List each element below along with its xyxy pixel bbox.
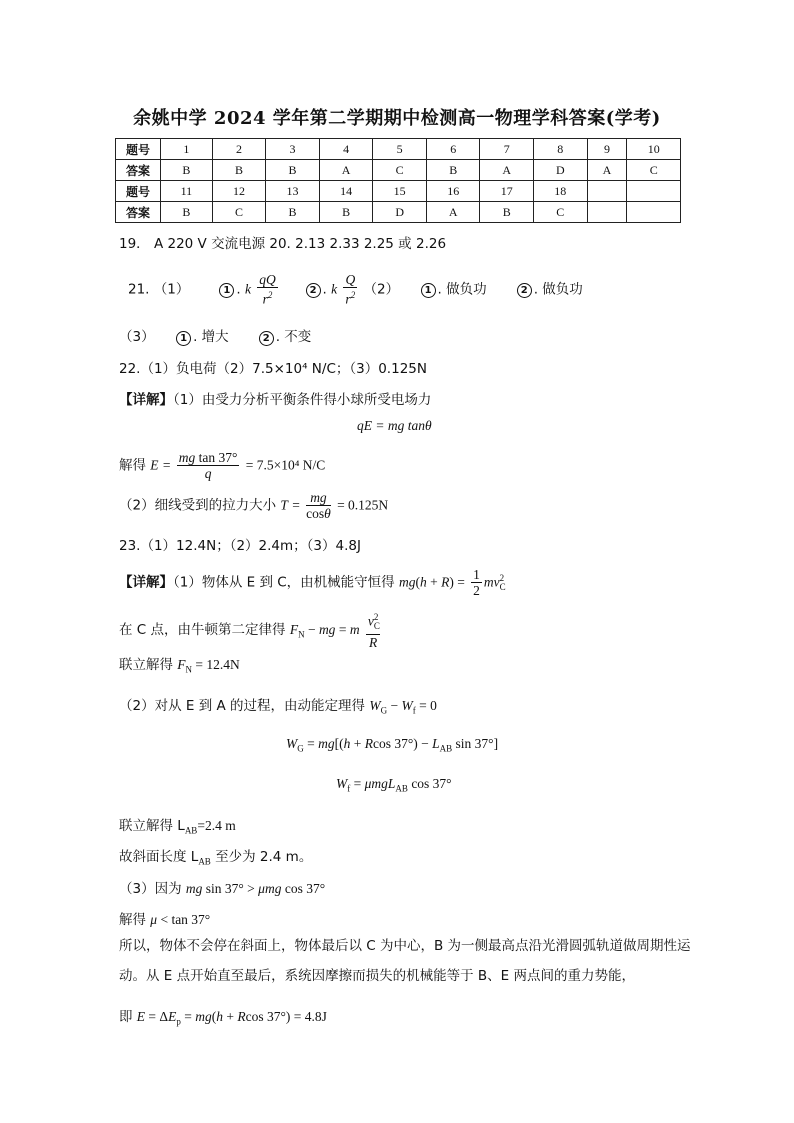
table-cell: B — [480, 202, 534, 223]
q23-final-label: 即 — [119, 1009, 133, 1025]
table-cell: C — [534, 202, 588, 223]
circle-1-icon: 1 — [176, 331, 191, 346]
table-cell: 5 — [373, 139, 427, 160]
q22-detail-text: （1）由受力分析平衡条件得小球所受电场力 — [173, 392, 432, 408]
table-cell: A — [480, 160, 534, 181]
q21-part2: （2） — [363, 281, 400, 298]
q23-d6b: 至少为 2.4 m。 — [215, 849, 313, 865]
q21-part3-label: （3） — [119, 329, 155, 345]
q19-answer: 19． A 220 V 交流电源 20. 2.13 2.33 2.25 或 2.26 — [119, 236, 447, 252]
q23-detail2: 在 C 点，由牛顿第二定律得 $F_N$ − mg = m $\frac{v_C^2}{R}$ — [119, 612, 380, 651]
table-cell: B — [319, 202, 373, 223]
q22-eq1: qE = mg tanθ — [357, 418, 432, 433]
q23-detail7: （3）因为 mg sin 37° > μmg cos 37° — [119, 881, 326, 897]
q23-d5b: =2.4 m — [197, 818, 236, 833]
table-cell: 15 — [373, 181, 427, 202]
answer-table — [115, 138, 681, 223]
circle-2-icon: 2 — [517, 283, 532, 298]
table-cell: 10 — [627, 139, 681, 160]
table-cell: A — [319, 160, 373, 181]
q23-detail6: 故斜面长度 $L_{AB}$ 至少为 2.4 m。 — [119, 849, 313, 867]
q21-frac1: $\frac{qQ}{r^2}$ — [259, 272, 276, 307]
table-cell: B — [212, 160, 266, 181]
circle-1-icon: 1 — [219, 283, 234, 298]
q21-frac2: $\frac{Q}{r^2}$ — [345, 272, 356, 307]
q23-eq-WG: $W_G = mg[(h + Rcos$ $37^\circ) - L_{AB}$ sin 37°] — [286, 736, 499, 754]
table-cell: 7 — [480, 139, 534, 160]
table-row — [116, 139, 681, 160]
circle-2-icon: 2 — [259, 331, 274, 346]
table-cell: 4 — [319, 139, 373, 160]
table-row-header: 题号 — [116, 139, 161, 160]
q23-detail5: 联立解得 $L_{AB}=2.4$ m — [119, 818, 236, 836]
table-cell — [587, 181, 627, 202]
table-cell: A — [426, 202, 480, 223]
table-cell — [587, 202, 627, 223]
table-row-header: 题号 — [116, 181, 161, 202]
q23-detail4: （2）对从 E 到 A 的过程，由动能定理得 $W_G - W_f = 0$ — [119, 698, 437, 716]
q22-line2: （2）细线受到的拉力大小 — [119, 497, 277, 514]
q23-summary: 23.（1）12.4N；（2）2.4m；（3）4.8J — [119, 538, 361, 554]
q22-summary: 22.（1）负电荷（2）7.5×10⁴ N/C；（3）0.125N — [119, 361, 427, 377]
solve-label: 解得 — [119, 457, 146, 474]
table-cell: 12 — [212, 181, 266, 202]
q23-d5: 联立解得 L — [119, 818, 185, 834]
table-cell: 17 — [480, 181, 534, 202]
table-row-header: 答案 — [116, 160, 161, 181]
table-row — [116, 202, 681, 223]
q23-d6: 故斜面长度 L — [119, 849, 199, 865]
q22-eq2: 解得 E = $\frac{\text{mg tan 37°}}{q}$ = 7.5×10⁴ N/C — [119, 450, 326, 481]
circle-2-icon: 2 — [306, 283, 321, 298]
page-title: 余姚中学 2024 学年第二学期期中检测高一物理学科答案(学考) — [133, 108, 661, 129]
table-cell: A — [587, 160, 627, 181]
table-cell: 8 — [534, 139, 588, 160]
detail-tag: 【详解】 — [119, 574, 173, 591]
q23-paragraph: 所以，物体不会停在斜面上，物体最后以 C 为中心，B 为一侧最高点沿光滑圆弧轨道做周期性运动。从 E 点开始直至最后，系统因摩擦而损失的机械能等于 B、E 两点间的重力势能， — [119, 938, 691, 984]
q22-frac-T: $\frac{mg}{\cos\theta}$ — [306, 490, 331, 521]
table-cell: B — [266, 160, 320, 181]
q23-d8: 解得 — [119, 912, 146, 928]
q22-eq2-rhs: = 7.5×10⁴ N/C — [245, 457, 326, 473]
table-cell — [627, 181, 681, 202]
table-cell: 1 — [161, 139, 213, 160]
table-cell: 11 — [161, 181, 213, 202]
q22-eq3-rhs: = 0.125N — [337, 497, 389, 513]
table-cell: B — [426, 160, 480, 181]
table-cell: 18 — [534, 181, 588, 202]
q23-frac-half: $\frac{1}{2}$ — [473, 567, 480, 598]
table-cell: B — [161, 160, 213, 181]
q23-d1: （1）物体从 E 到 C，由机械能守恒得 — [173, 574, 395, 591]
table-cell: 3 — [266, 139, 320, 160]
q23-d4: （2）对从 E 到 A 的过程，由动能定理得 — [119, 698, 366, 714]
q23-eq-Wf: $W_f = \mu mgL_{AB}$ cos 37° — [336, 776, 452, 794]
table-cell: C — [212, 202, 266, 223]
table-cell: B — [161, 202, 213, 223]
q23-detail8: 解得 μ < tan 37° — [119, 912, 211, 928]
q23-d7: （3）因为 — [119, 881, 182, 897]
q23-detail3: 联立解得 $F_N = 12.4N$ — [119, 657, 240, 675]
q23-d3: 联立解得 — [119, 657, 173, 673]
q22-frac-E: $\frac{\text{mg tan 37°}}{q}$ — [178, 450, 238, 481]
q23-final: 即 $E = \Delta E_p = mg(h + Rcos$ 37°) = 4.8J — [119, 1009, 327, 1027]
q21-answer6: . 不变 — [275, 329, 312, 345]
table-cell: D — [534, 160, 588, 181]
table-cell — [627, 202, 681, 223]
table-cell: C — [373, 160, 427, 181]
q21-label: 21. （1） — [128, 281, 190, 298]
table-cell: 16 — [426, 181, 480, 202]
table-cell: 13 — [266, 181, 320, 202]
q22-detail — [119, 388, 431, 408]
q23-d3-symbol: F — [177, 657, 186, 672]
table-cell: B — [266, 202, 320, 223]
table-cell: 6 — [426, 139, 480, 160]
table-cell: 14 — [319, 181, 373, 202]
table-row-header: 答案 — [116, 202, 161, 223]
q21-answer3: . 做负功 — [437, 281, 487, 298]
table-cell: D — [373, 202, 427, 223]
q21-answer: 21. （1） 1 . k $\frac{qQ}{r^2}$ 2 . k $\frac{Q}{r^2}$ （2） 1 . 做负功 2 . 做负功 — [128, 272, 583, 307]
table-cell: 9 — [587, 139, 627, 160]
table-cell: C — [627, 160, 681, 181]
table-row — [116, 160, 681, 181]
q21-part3 — [119, 325, 311, 346]
detail-tag: 【详解】 — [119, 392, 173, 408]
q22-eq3: （2）细线受到的拉力大小 T = $\frac{mg}{\cos\theta}$ = 0.125N — [119, 490, 389, 521]
circle-1-icon: 1 — [421, 283, 436, 298]
q23-detail1: 【详解】（1）物体从 E 到 C，由机械能守恒得 mg(h + R) = $\frac{1}{2}$ $mv_C^2$ — [119, 567, 506, 598]
q23-d2: 在 C 点，由牛顿第二定律得 — [119, 622, 286, 639]
q21-answer4: . 做负功 — [533, 281, 583, 298]
q23-frac-v2R: $\frac{v_C^2}{R}$ — [367, 612, 380, 651]
table-cell: 2 — [212, 139, 266, 160]
table-row — [116, 181, 681, 202]
q21-answer5: . 增大 — [193, 329, 229, 345]
